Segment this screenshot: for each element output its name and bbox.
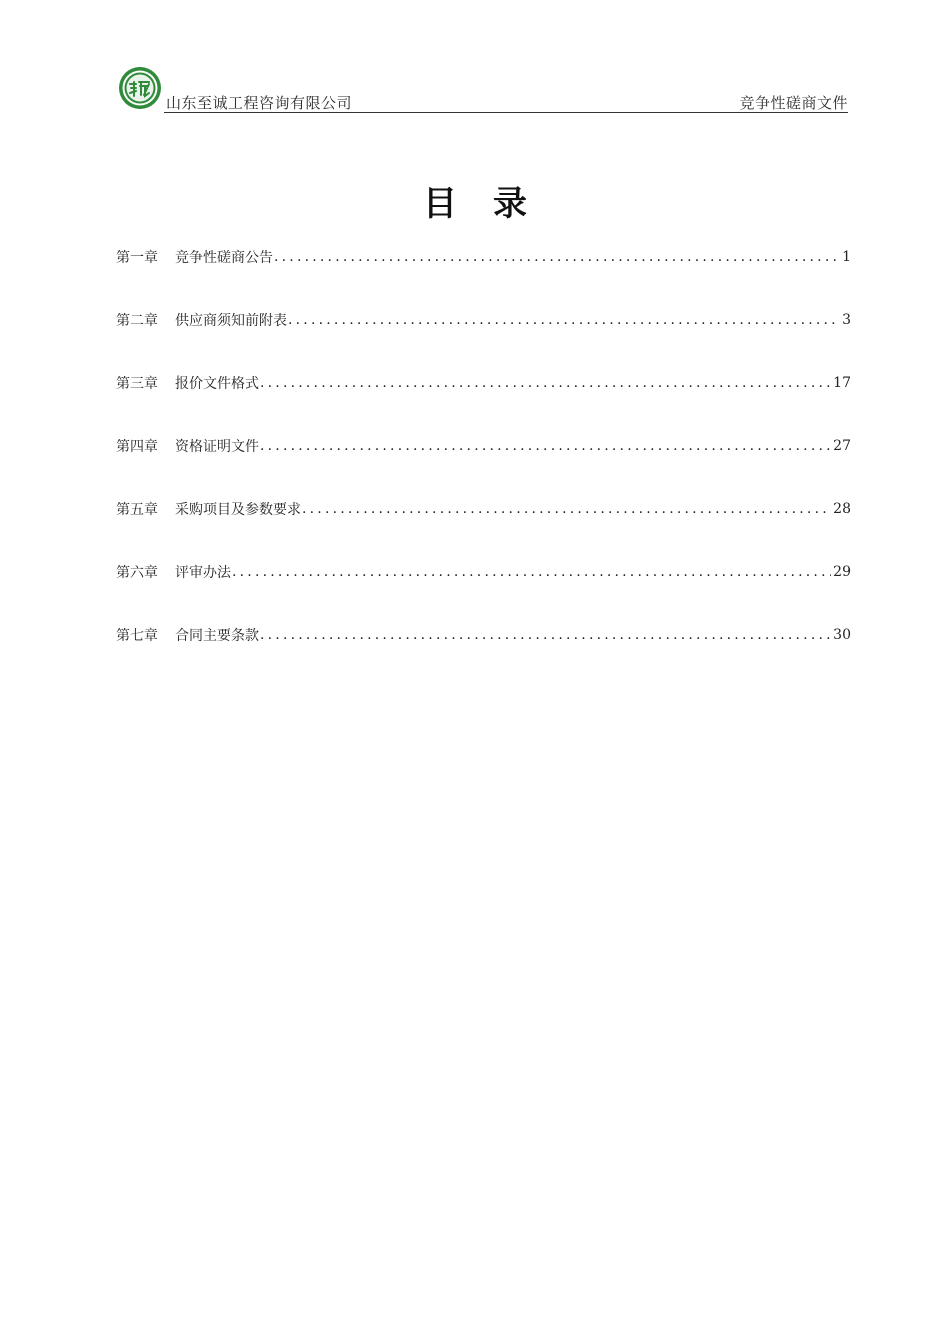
toc-leader [260, 438, 831, 454]
toc-entry[interactable] [116, 351, 851, 414]
toc-title: 采购项目及参数要求 [175, 501, 301, 518]
toc-title: 竞争性磋商公告 [175, 249, 273, 266]
toc-leader [260, 375, 831, 391]
company-logo [118, 66, 162, 110]
page-title: 目录 [423, 184, 563, 224]
toc-leader [274, 249, 840, 265]
toc-entry[interactable] [116, 225, 851, 288]
toc-leader [302, 501, 831, 517]
toc-entry[interactable] [116, 603, 851, 666]
toc-page-number: 29 [833, 563, 851, 580]
toc-page-number: 27 [833, 437, 851, 454]
toc-entry[interactable] [116, 288, 851, 351]
toc-page-number: 1 [842, 248, 851, 265]
header-rule [164, 112, 848, 113]
toc-title: 评审办法 [175, 564, 231, 581]
toc-title: 供应商须知前附表 [175, 312, 287, 329]
toc-page-number: 30 [833, 626, 851, 643]
toc-page-number: 28 [833, 500, 851, 517]
toc-page-number: 3 [842, 311, 851, 328]
toc-leader [232, 564, 831, 580]
toc-title: 合同主要条款 [175, 627, 259, 644]
toc-entry[interactable] [116, 540, 851, 603]
page-header [118, 66, 848, 114]
toc-leader [288, 312, 840, 328]
toc-chapter: 第七章 [116, 627, 158, 644]
toc-chapter: 第一章 [116, 249, 158, 266]
toc-page-number: 17 [833, 374, 851, 391]
toc-entry[interactable] [116, 414, 851, 477]
toc-title: 资格证明文件 [175, 438, 259, 455]
table-of-contents [116, 225, 851, 666]
toc-entry[interactable] [116, 477, 851, 540]
toc-chapter: 第三章 [116, 375, 158, 392]
toc-chapter: 第四章 [116, 438, 158, 455]
document-type: 竞争性磋商文件 [739, 94, 848, 112]
toc-leader [260, 627, 831, 643]
toc-chapter: 第二章 [116, 312, 158, 329]
toc-chapter: 第六章 [116, 564, 158, 581]
toc-title: 报价文件格式 [175, 375, 259, 392]
company-name: 山东至诚工程咨询有限公司 [166, 94, 353, 112]
toc-chapter: 第五章 [116, 501, 158, 518]
